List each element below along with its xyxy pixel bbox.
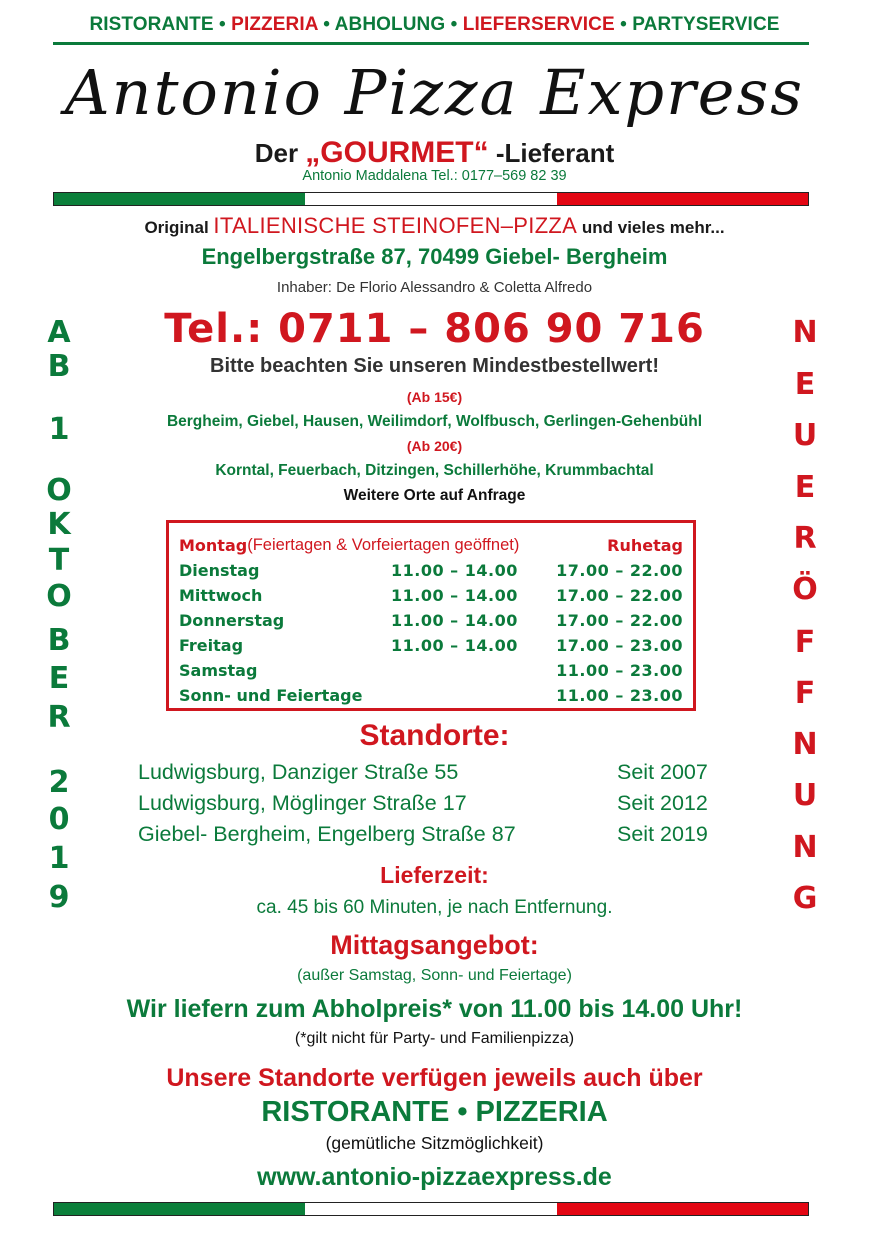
lunch-offer-text: Wir liefern zum Abholpreis* von 11.00 bis 14.00 Uhr! [126, 995, 743, 1023]
service-lieferservice: LIEFERSERVICE [462, 14, 615, 35]
tagline-suffix: -Lieferant [488, 138, 615, 168]
italian-flag-bar-bottom [53, 1202, 809, 1216]
monday-note: (Feiertagen & Vorfeiertagen geöffnet) [247, 536, 520, 554]
delivery-time-title: Lieferzeit: [380, 862, 489, 888]
vertical-letter: G [792, 881, 818, 916]
vertical-letter: T [48, 543, 70, 578]
separator-dot: • [219, 14, 226, 35]
day-label: Montag [179, 536, 248, 555]
original-line [0, 213, 869, 239]
steinofen-pizza-highlight: ITALIENISCHE STEINOFEN–PIZZA [213, 213, 578, 238]
day-label: Donnerstag [179, 611, 285, 630]
location-address: Ludwigsburg, Danziger Straße 55 [138, 760, 459, 784]
vertical-letter: Ö [792, 572, 818, 607]
vertical-letter: 9 [48, 880, 70, 915]
vertical-letter: E [794, 470, 816, 505]
services-line [0, 14, 869, 36]
location-since: Seit 2019 [617, 822, 708, 846]
tagline [0, 136, 869, 170]
vertical-letter: E [794, 367, 816, 402]
hours-row [179, 683, 683, 708]
location-item [138, 822, 738, 853]
evening-hours: 11.00 – 23.00 [556, 661, 683, 680]
hours-row [179, 583, 683, 608]
original-prefix: Original [144, 218, 214, 237]
tier1-label: (Ab 15€) [406, 389, 463, 405]
locations-list [138, 760, 738, 853]
location-since: Seit 2007 [617, 760, 708, 784]
evening-hours: 17.00 – 22.00 [556, 611, 683, 630]
flag-white [305, 193, 556, 205]
day-label: Mittwoch [179, 586, 263, 605]
separator-dot: • [450, 14, 458, 35]
separator-dot: • [620, 14, 627, 35]
lunch-hours: 11.00 – 14.00 [391, 561, 518, 580]
phone-number[interactable]: Tel.: 0711 – 806 90 716 [164, 306, 705, 352]
vertical-letter: U [792, 418, 818, 453]
flag-green [54, 1203, 305, 1215]
tagline-gourmet: „GOURMET“ [305, 136, 489, 169]
location-since: Seit 2012 [617, 791, 708, 815]
flag-white [305, 1203, 556, 1215]
location-item [138, 760, 738, 791]
vertical-letter: R [793, 521, 817, 556]
lunch-offer-footnote: (*gilt nicht für Party- und Familienpizza) [294, 1030, 575, 1047]
locations-also-heading: Unsere Standorte verfügen jeweils auch über [166, 1064, 703, 1092]
tagline-prefix: Der [254, 138, 306, 168]
hours-row [179, 558, 683, 583]
lunch-offer-title: Mittagsangebot: [330, 930, 539, 960]
vertical-letter: U [792, 778, 818, 813]
evening-hours: 11.00 – 23.00 [556, 686, 683, 705]
vertical-letter: K [47, 507, 71, 542]
vertical-letter: O [46, 473, 72, 508]
lunch-offer-note: (außer Samstag, Sonn- und Feiertage) [297, 967, 572, 984]
service-ristorante: RISTORANTE [89, 14, 214, 35]
further-areas: Weitere Orte auf Anfrage [343, 487, 526, 504]
vertical-letter: 1 [48, 841, 70, 876]
lunch-hours: 11.00 – 14.00 [391, 636, 518, 655]
vertical-letter: B [47, 349, 71, 384]
minimum-order-notice: Bitte beachten Sie unseren Mindestbestellwert! [210, 355, 659, 377]
lunch-hours: 11.00 – 14.00 [391, 611, 518, 630]
vertical-letter: E [48, 661, 70, 696]
brand-title: Antonio Pizza Express [64, 56, 805, 129]
flag-red [557, 1203, 808, 1215]
vertical-letter: F [794, 676, 816, 711]
top-divider [53, 42, 809, 45]
vertical-letter: 1 [48, 412, 70, 447]
hours-row [179, 633, 683, 658]
seating-note: (gemütliche Sitzmöglichkeit) [325, 1133, 544, 1153]
main-address: Engelbergstraße 87, 70499 Giebel- Bergheim [201, 244, 668, 269]
vertical-letter: O [46, 579, 72, 614]
original-suffix: und vieles mehr... [577, 218, 725, 237]
lunch-hours: 11.00 – 14.00 [391, 586, 518, 605]
vertical-letter: N [792, 727, 818, 762]
vertical-letter: N [792, 315, 818, 350]
evening-hours: 17.00 – 22.00 [556, 561, 683, 580]
vertical-letter: 2 [48, 765, 70, 800]
day-label: Freitag [179, 636, 244, 655]
vertical-letter: 0 [48, 802, 70, 837]
separator-dot: • [323, 14, 330, 35]
vertical-letter: F [794, 625, 816, 660]
day-label: Samstag [179, 661, 258, 680]
vertical-letter: R [47, 700, 71, 735]
tier2-label: (Ab 20€) [406, 438, 463, 454]
tier2-areas: Korntal, Feuerbach, Ditzingen, Schillerhöhe, Krummbachtal [215, 462, 654, 479]
tier1-areas: Bergheim, Giebel, Hausen, Weilimdorf, Wolfbusch, Gerlingen-Gehenbühl [166, 413, 703, 430]
location-address: Ludwigsburg, Möglinger Straße 17 [138, 791, 467, 815]
service-partyservice: PARTYSERVICE [632, 14, 780, 35]
day-label: Sonn- und Feiertage [179, 686, 363, 705]
closed-status: Ruhetag [607, 536, 683, 555]
location-item [138, 791, 738, 822]
locations-title: Standorte: [359, 719, 510, 752]
evening-hours: 17.00 – 22.00 [556, 586, 683, 605]
service-pizzeria: PIZZERIA [231, 14, 318, 35]
hours-row [179, 608, 683, 633]
flag-red [557, 193, 808, 205]
hours-row [179, 658, 683, 683]
owner-contact: Antonio Maddalena Tel.: 0177–569 82 39 [302, 168, 567, 184]
website-link[interactable]: www.antonio-pizzaexpress.de [257, 1163, 612, 1191]
owners: Inhaber: De Florio Alessandro & Coletta Alfredo [276, 279, 593, 296]
location-address: Giebel- Bergheim, Engelberg Straße 87 [138, 822, 516, 846]
flag-green [54, 193, 305, 205]
vertical-letter: A [47, 315, 71, 350]
delivery-time-text: ca. 45 bis 60 Minuten, je nach Entfernung. [256, 897, 613, 918]
vertical-letter: B [47, 623, 71, 658]
evening-hours: 17.00 – 23.00 [556, 636, 683, 655]
ristorante-pizzeria: RISTORANTE • PIZZERIA [261, 1096, 608, 1128]
opening-hours-box [166, 520, 696, 711]
service-abholung: ABHOLUNG [334, 14, 446, 35]
italian-flag-bar-top [53, 192, 809, 206]
hours-row-monday [179, 533, 683, 558]
day-label: Dienstag [179, 561, 260, 580]
vertical-letter: N [792, 830, 818, 865]
